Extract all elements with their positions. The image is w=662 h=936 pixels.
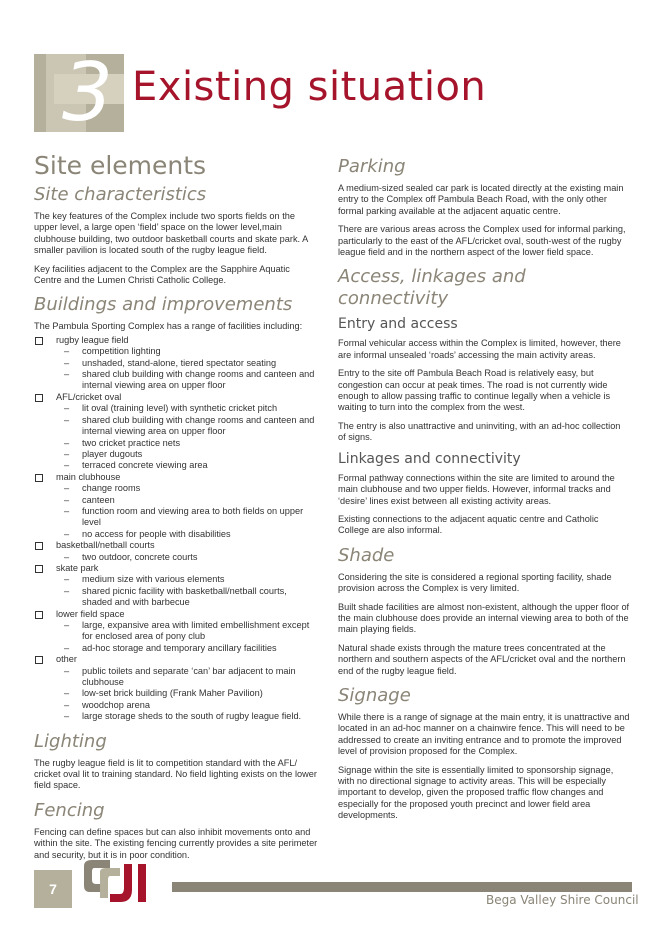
dash-bullet-icon: – [64, 369, 70, 380]
dash-bullet-icon: – [64, 448, 70, 459]
facility-subitem [64, 495, 318, 506]
dash-bullet-icon: – [64, 494, 70, 505]
heading-linkages: Linkages and connectivity [338, 450, 521, 467]
facility-sublist [56, 666, 318, 723]
paragraph: Entry to the site off Pambula Beach Road is relatively easy, but congestion can occur at peak times. The road is not currently wide enough to allow passing traffic to continue legally when a vehicle is waiting to turn into the complex from the west. [338, 368, 611, 413]
facility-subitem [64, 449, 318, 460]
facility-subitem-text: two cricket practice nets [82, 437, 181, 448]
facility-sublist [56, 483, 318, 540]
facility-subitem [64, 586, 318, 609]
facility-subitem [64, 438, 318, 449]
dash-bullet-icon: – [64, 551, 70, 562]
paragraph: Fencing can define spaces but can also inhibit movements onto and within the site. The existing fencing currently provides a site perimeter and security, but it is in poor condition. [34, 826, 318, 860]
paragraph: The key features of the Complex include two sports fields on the upper level, a large open ‘field’ space on the lower level,main clubhouse building, two outdoor basketball courts and skate park. A smaller pavilion is located south of the rugby league field. [34, 211, 308, 256]
paragraph: Signage within the site is essentially limited to sponsorship signage, with no directional signage to activity areas. This will be especially important to develop, given the proposed traffic flow changes and especially for the proposed youth precinct and lower field area developments. [338, 764, 614, 821]
dash-bullet-icon: – [64, 688, 70, 699]
dash-bullet-icon: – [64, 460, 70, 471]
facility-item [34, 540, 318, 563]
facility-subitem-text: shared club building with change rooms and canteen and internal viewing area on upper floor [82, 414, 315, 437]
facility-subitem-text: public toilets and separate ‘can’ bar adjacent to main clubhouse [82, 665, 296, 688]
facility-subitem-text: lit oval (training level) with synthetic cricket pitch [82, 403, 278, 414]
facility-item [34, 472, 318, 540]
dash-bullet-icon: – [64, 642, 70, 653]
facility-label: main clubhouse [56, 471, 121, 482]
paragraph: The rugby league field is lit to competition standard with the AFL/ cricket oval lit to training standard. No field lighting exists on the lower field space. [34, 757, 317, 791]
checkbox-square-icon [35, 474, 43, 482]
facility-subitem [64, 620, 318, 643]
heading-signage: Signage [338, 684, 411, 706]
checkbox-square-icon [35, 394, 43, 402]
paragraph: The Pambula Sporting Complex has a range of facilities including: [34, 321, 303, 332]
right-column [338, 156, 630, 829]
facility-subitem [64, 574, 318, 585]
facility-subitem [64, 552, 318, 563]
paragraph: Formal pathway connections within the site are limited to around the main clubhouse and two upper fields. However, informal tracks and ‘desire’ lines exist between all existing activity areas. [338, 472, 615, 506]
facility-subitem-text: player dugouts [82, 448, 143, 459]
paragraph: Natural shade exists through the mature trees concentrated at the northern and southern aspects of the AFL/cricket oval and the northern end of the rugby league field. [338, 642, 626, 676]
facility-sublist [56, 574, 318, 608]
heading-lighting: Lighting [34, 730, 107, 752]
facility-subitem-text: two outdoor, concrete courts [82, 551, 198, 562]
dash-bullet-icon: – [64, 346, 70, 357]
facility-subitem-text: low-set brick building (Frank Maher Pavilion) [82, 688, 263, 699]
facility-subitem [64, 483, 318, 494]
facility-subitem-text: no access for people with disabilities [82, 528, 231, 539]
facility-label: rugby league field [56, 334, 129, 345]
paragraph: A medium-sized sealed car park is located directly at the existing main entry to the Complex off Pambula Beach Road, with the only other formal parking available at the adjacent aquatic centre. [338, 183, 624, 216]
facility-label: AFL/cricket oval [56, 391, 122, 402]
dash-bullet-icon: – [64, 620, 70, 630]
facility-item [34, 392, 318, 472]
dash-bullet-icon: – [64, 699, 70, 710]
section-title: Site elements [34, 151, 207, 180]
facility-label: basketball/netball courts [56, 540, 155, 551]
heading-entry: Entry and access [338, 316, 458, 333]
checkbox-square-icon [35, 565, 43, 573]
facility-subitem-text: shared club building with change rooms and canteen and internal viewing area on upper floor [82, 369, 315, 391]
paragraph: The entry is also unattractive and uninviting, with an ad-hoc collection of signs. [338, 420, 621, 443]
dash-bullet-icon: – [64, 528, 70, 539]
heading-parking: Parking [338, 156, 406, 177]
facility-subitem-text: change rooms [82, 483, 141, 494]
paragraph: Key facilities adjacent to the Complex are the Sapphire Aquatic Centre and the Lumen Christi Catholic College. [34, 263, 290, 286]
facility-subitem [64, 643, 318, 654]
heading-access: Access, linkages and connectivity [338, 266, 526, 310]
checkbox-square-icon [35, 542, 43, 550]
facility-item [34, 335, 318, 392]
facility-subitem [64, 369, 318, 392]
chapter-number: 3 [62, 54, 113, 132]
facility-subitem [64, 711, 318, 722]
dash-bullet-icon: – [64, 711, 70, 722]
facility-subitem [64, 700, 318, 711]
left-column [34, 152, 318, 868]
facility-subitem-text: function room and viewing area to both fields on upper level [82, 505, 304, 528]
facility-sublist [56, 620, 318, 654]
heading-buildings: Buildings and improvements [34, 294, 293, 316]
dash-bullet-icon: – [64, 574, 70, 585]
checkbox-square-icon [35, 611, 43, 619]
council-logo-icon [80, 858, 160, 908]
facility-sublist [56, 552, 318, 563]
facility-subitem-text: large, expansive area with limited embellishment except for enclosed area of pony club [82, 620, 310, 642]
facility-subitem [64, 688, 318, 699]
facility-subitem-text: large storage sheds to the south of rugby league field. [82, 711, 302, 722]
paragraph: There are various areas across the Complex used for informal parking, particularly to the east of the AFL/cricket oval, south-west of the rugby league field and in the northern aspect of the lower field space. [338, 224, 626, 258]
facility-subitem-text: woodchop arena [82, 699, 150, 710]
dash-bullet-icon: – [64, 414, 70, 425]
facility-sublist [56, 403, 318, 471]
dash-bullet-icon: – [64, 585, 70, 596]
facility-label: other [56, 654, 77, 665]
paragraph: Considering the site is considered a regional sporting facility, shade provision across the Complex is very limited. [338, 571, 612, 594]
page-number: 7 [34, 870, 72, 908]
heading-shade: Shade [338, 544, 395, 566]
facility-sublist [56, 346, 318, 392]
facility-subitem [64, 460, 318, 471]
council-name: Bega Valley Shire Council [486, 893, 639, 907]
page-title: Existing situation [132, 64, 487, 110]
paragraph: Formal vehicular access within the Complex is limited, however, there are informal unsealed ‘roads’ accessing the main activity areas. [338, 338, 621, 360]
heading-site-characteristics: Site characteristics [34, 184, 207, 205]
facility-subitem-text: terraced concrete viewing area [82, 460, 208, 471]
facility-subitem-text: canteen [82, 494, 115, 505]
chapter-header [34, 54, 634, 134]
paragraph: While there is a range of signage at the main entry, it is unattractive and located in an ad-hoc manner on a chainwire fence. This will need to be addressed to create an inviting entrance and to promote the improved level of provision proposed for the Complex. [338, 711, 630, 757]
facility-label: skate park [56, 562, 99, 573]
dash-bullet-icon: – [64, 665, 70, 676]
facility-subitem-text: unshaded, stand-alone, tiered spectator seating [82, 357, 277, 368]
facility-subitem [64, 666, 318, 689]
dash-bullet-icon: – [64, 437, 70, 448]
checkbox-square-icon [35, 337, 43, 345]
facility-subitem-text: competition lighting [82, 346, 161, 357]
facility-subitem-text: medium size with various elements [82, 574, 225, 585]
facility-subitem-text: ad-hoc storage and temporary ancillary facilities [82, 642, 277, 653]
facility-item [34, 563, 318, 609]
checkbox-square-icon [35, 656, 43, 664]
dash-bullet-icon: – [64, 357, 70, 368]
facility-subitem-text: shared picnic facility with basketball/netball courts, shaded and with barbecue [82, 585, 287, 608]
paragraph: Built shade facilities are almost non-existent, although the upper floor of the main clubhouse does provide an internal viewing area to both of the main playing fields. [338, 601, 630, 635]
facility-subitem [64, 346, 318, 357]
facility-subitem [64, 529, 318, 540]
facility-item [34, 654, 318, 722]
facility-subitem [64, 415, 318, 438]
footer-rule [172, 882, 632, 892]
facility-subitem [64, 358, 318, 369]
heading-fencing: Fencing [34, 799, 105, 821]
dash-bullet-icon: – [64, 403, 70, 414]
facility-subitem [64, 403, 318, 414]
paragraph: Existing connections to the adjacent aquatic centre and Catholic College are also informal. [338, 513, 599, 536]
facility-label: lower field space [56, 608, 125, 619]
facility-subitem [64, 506, 318, 529]
chapter-badge [34, 54, 124, 132]
facility-item [34, 609, 318, 655]
dash-bullet-icon: – [64, 483, 70, 494]
dash-bullet-icon: – [64, 505, 70, 516]
facility-list [34, 335, 318, 723]
